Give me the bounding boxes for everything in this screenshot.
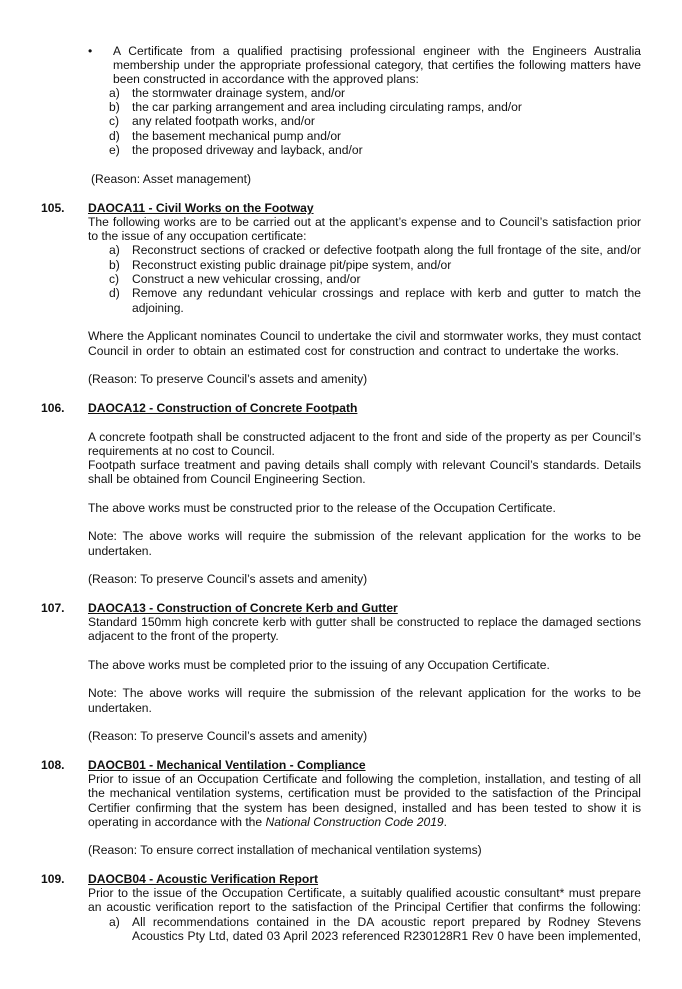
text-line: The following works are to be carried out at the applicant’s expense and to Council’s satisfaction prior: [88, 215, 641, 229]
list-item: Reconstruct existing public drainage pit/pipe system, and/or: [132, 258, 452, 272]
list-label: b): [109, 258, 120, 272]
text-segment: .: [443, 815, 448, 829]
condition-heading: DAOCA13 - Construction of Concrete Kerb and Gutter: [88, 601, 398, 615]
text-line: The above works must be constructed prior to the release of the Occupation Certificate.: [88, 501, 556, 515]
text-line: Footpath surface treatment and paving details shall comply with relevant Council’s standards. Details: [88, 458, 641, 472]
condition-number: 107.: [41, 601, 65, 615]
list-label: a): [109, 915, 120, 929]
list-item: Reconstruct sections of cracked or defective footpath along the full frontage of the site, and/or: [132, 243, 641, 257]
reason-text: (Reason: To preserve Council’s assets and amenity): [88, 372, 368, 386]
list-item: Remove any redundant vehicular crossings and replace with kerb and gutter to match the: [132, 286, 641, 300]
list-label: e): [109, 143, 120, 157]
text-line: requirements at no cost to Council.: [88, 444, 275, 458]
text-line: shall be obtained from Council Engineering Section.: [88, 472, 366, 486]
text-line: Standard 150mm high concrete kerb with gutter shall be constructed to replace the damaged sections: [88, 615, 641, 629]
bullet: •: [88, 44, 93, 58]
list-item-continued: adjoining.: [132, 301, 184, 315]
text-line: A concrete footpath shall be constructed adjacent to the front and side of the property as per Council’s: [88, 430, 641, 444]
condition-heading: DAOCB01 - Mechanical Ventilation - Compliance: [88, 758, 366, 772]
list-label: c): [109, 114, 120, 128]
text-line: The above works must be completed prior to the issuing of any Occupation Certificate.: [88, 658, 550, 672]
list-label: d): [109, 286, 120, 300]
list-item: Construct a new vehicular crossing, and/or: [132, 272, 361, 286]
reason-text: (Reason: Asset management): [91, 172, 251, 186]
list-item: any related footpath works, and/or: [132, 114, 315, 128]
list-item: All recommendations contained in the DA acoustic report prepared by Rodney Stevens: [132, 915, 641, 929]
condition-number: 106.: [41, 401, 65, 415]
text-line: [88, 815, 447, 829]
text-line: Note: The above works will require the submission of the relevant application for the works to be: [88, 686, 641, 700]
list-item: the proposed driveway and layback, and/or: [132, 143, 363, 157]
condition-heading: DAOCA12 - Construction of Concrete Footpath: [88, 401, 358, 415]
list-item-continued: Acoustics Pty Ltd, dated 03 April 2023 referenced R230128R1 Rev 0 have been implemented,: [132, 929, 641, 943]
list-label: b): [109, 100, 120, 114]
text-line: Certifier confirming that the system has been designed, installed and has been tested to show it is: [88, 801, 641, 815]
condition-number: 108.: [41, 758, 65, 772]
text-line: Note: The above works will require the submission of the relevant application for the works to be: [88, 529, 641, 543]
text-line: Council in order to obtain an estimated cost for construction and contract to undertake the works.: [88, 344, 619, 358]
list-label: a): [109, 86, 120, 100]
text-line: undertaken.: [88, 544, 152, 558]
list-item: the stormwater drainage system, and/or: [132, 86, 346, 100]
text-line: Prior to the issue of the Occupation Certificate, a suitably qualified acoustic consultant* must prepare: [88, 886, 641, 900]
text-line: Where the Applicant nominates Council to undertake the civil and stormwater works, they must contact: [88, 329, 641, 343]
reason-text: (Reason: To preserve Council’s assets and amenity): [88, 729, 368, 743]
reason-text: (Reason: To ensure correct installation of mechanical ventilation systems): [88, 843, 482, 857]
list-item: the basement mechanical pump and/or: [132, 129, 342, 143]
reason-text: (Reason: To preserve Council’s assets and amenity): [88, 572, 368, 586]
text-line: A Certificate from a qualified practising professional engineer with the Engineers Australia: [113, 44, 641, 58]
text-line: the mechanical ventilation systems, certification must be provided to the satisfaction of the Principal: [88, 786, 641, 800]
text-line: an acoustic verification report to the satisfaction of the Principal Certifier that confirms the following:: [88, 900, 641, 914]
condition-heading: DAOCA11 - Civil Works on the Footway: [88, 201, 314, 215]
text-line: undertaken.: [88, 701, 152, 715]
text-line: membership under the appropriate professional category, that certifies the following matters have: [113, 58, 641, 72]
condition-number: 109.: [41, 872, 65, 886]
text-line: adjacent to the front of the property.: [88, 629, 279, 643]
condition-heading: DAOCB04 - Acoustic Verification Report: [88, 872, 319, 886]
list-label: d): [109, 129, 120, 143]
list-label: c): [109, 272, 120, 286]
text-segment: operating in accordance with the: [88, 815, 266, 829]
text-line: been constructed in accordance with the approved plans:: [113, 72, 419, 86]
text-line: to the issue of any occupation certificate:: [88, 229, 307, 243]
condition-number: 105.: [41, 201, 65, 215]
list-label: a): [109, 243, 120, 257]
list-item: the car parking arrangement and area including circulating ramps, and/or: [132, 100, 522, 114]
code-reference: National Construction Code 2019: [265, 815, 444, 829]
text-line: Prior to issue of an Occupation Certificate and following the completion, installation, and testing of all: [88, 772, 641, 786]
